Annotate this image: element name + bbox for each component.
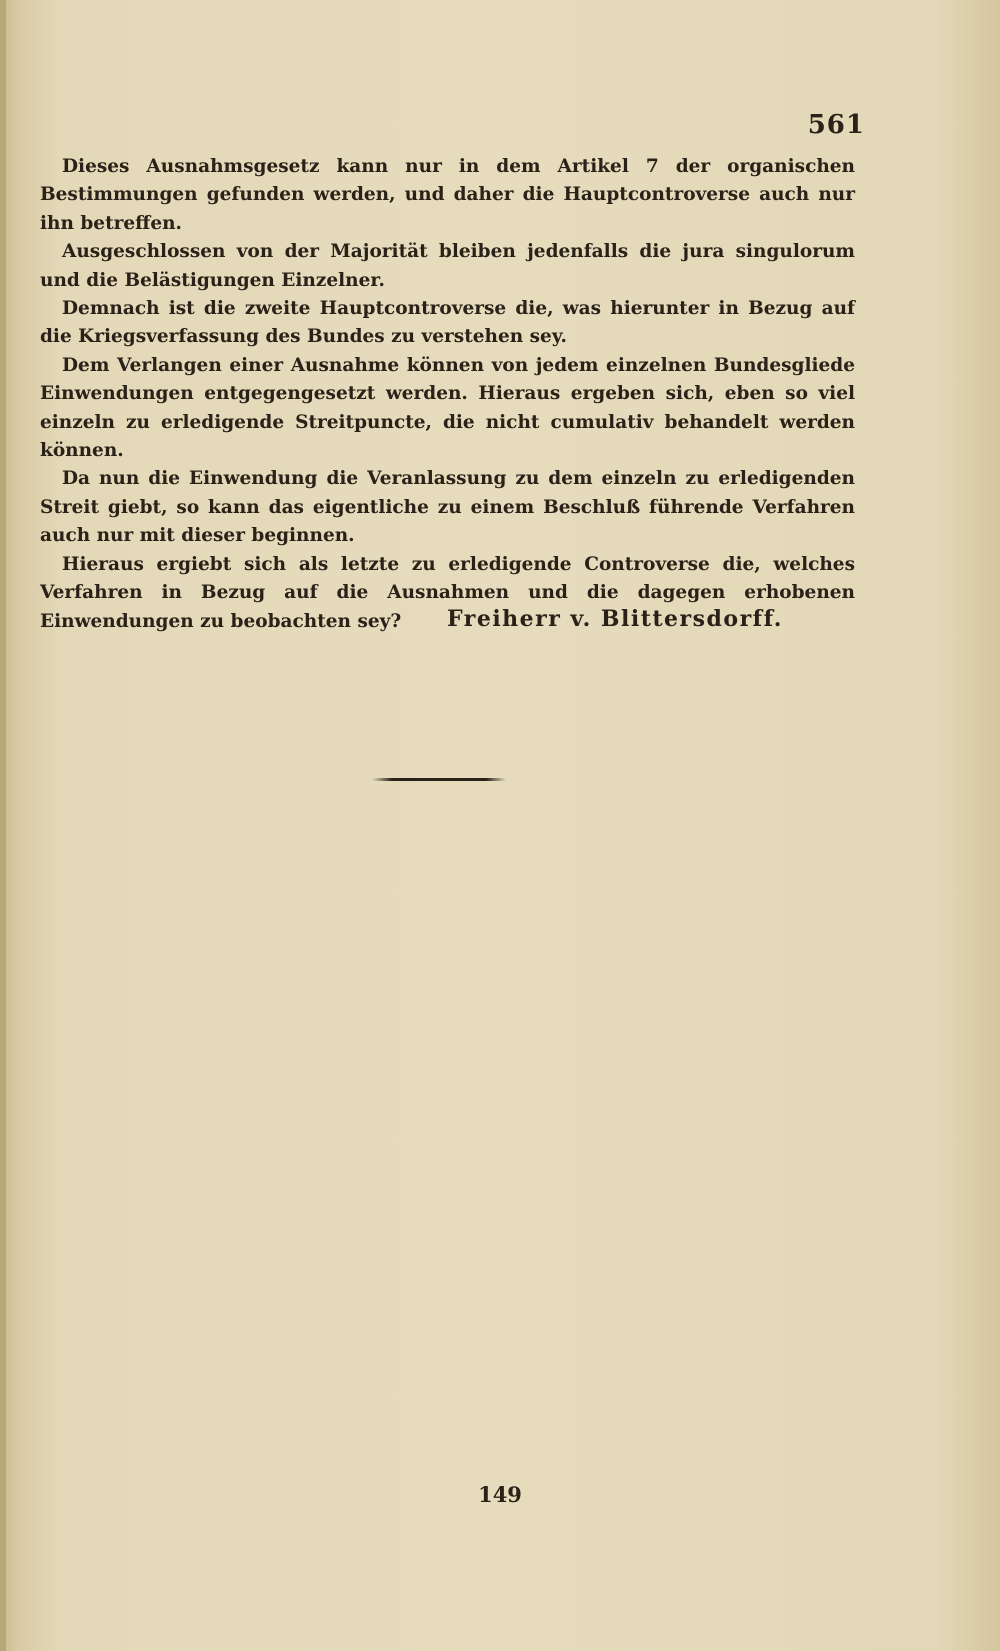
signature: Freiherr v. Blittersdorff. — [447, 606, 783, 632]
paragraph-1: Dieses Ausnahmsgesetz kann nur in dem Artikel 7 der organischen Bestimmungen gefunden werden, und daher die Hauptcontroverse auch nur ihn betreffen. — [40, 156, 855, 234]
page-number: 561 — [807, 110, 865, 140]
paragraph-2: Ausgeschlossen von der Majorität bleiben jedenfalls die jura singulorum und die Belästigungen Einzelner. — [40, 241, 855, 291]
section-divider-rule — [372, 778, 506, 781]
body-text — [40, 153, 855, 636]
printer-signature-mark: 149 — [478, 1482, 522, 1507]
paragraph-5: Da nun die Einwendung die Veranlassung zu dem einzeln zu erledigenden Streit giebt, so kann das eigentliche zu einem Beschluß führende Verfahren auch nur mit dieser beginnen. — [40, 468, 855, 547]
paragraph-4: Dem Verlangen einer Ausnahme können von jedem einzelnen Bundesgliede Einwendungen entgegengesetzt werden. Hieraus ergeben sich, eben so viel einzeln zu erledigende Streitpuncte, die nicht cumulativ behandelt werden können. — [40, 354, 855, 462]
paragraph-6: Hieraus ergiebt sich als letzte zu erledigende Controverse die, welches Verfahren in Bezug auf die Ausnahmen und die dagegen erhobenen Einwendungen zu beobachten sey? — [40, 553, 855, 632]
paragraph-3: Demnach ist die zweite Hauptcontroverse die, was hierunter in Bezug auf die Kriegsverfassung des Bundes zu verstehen sey. — [40, 298, 855, 348]
page-left-edge — [0, 0, 6, 1651]
